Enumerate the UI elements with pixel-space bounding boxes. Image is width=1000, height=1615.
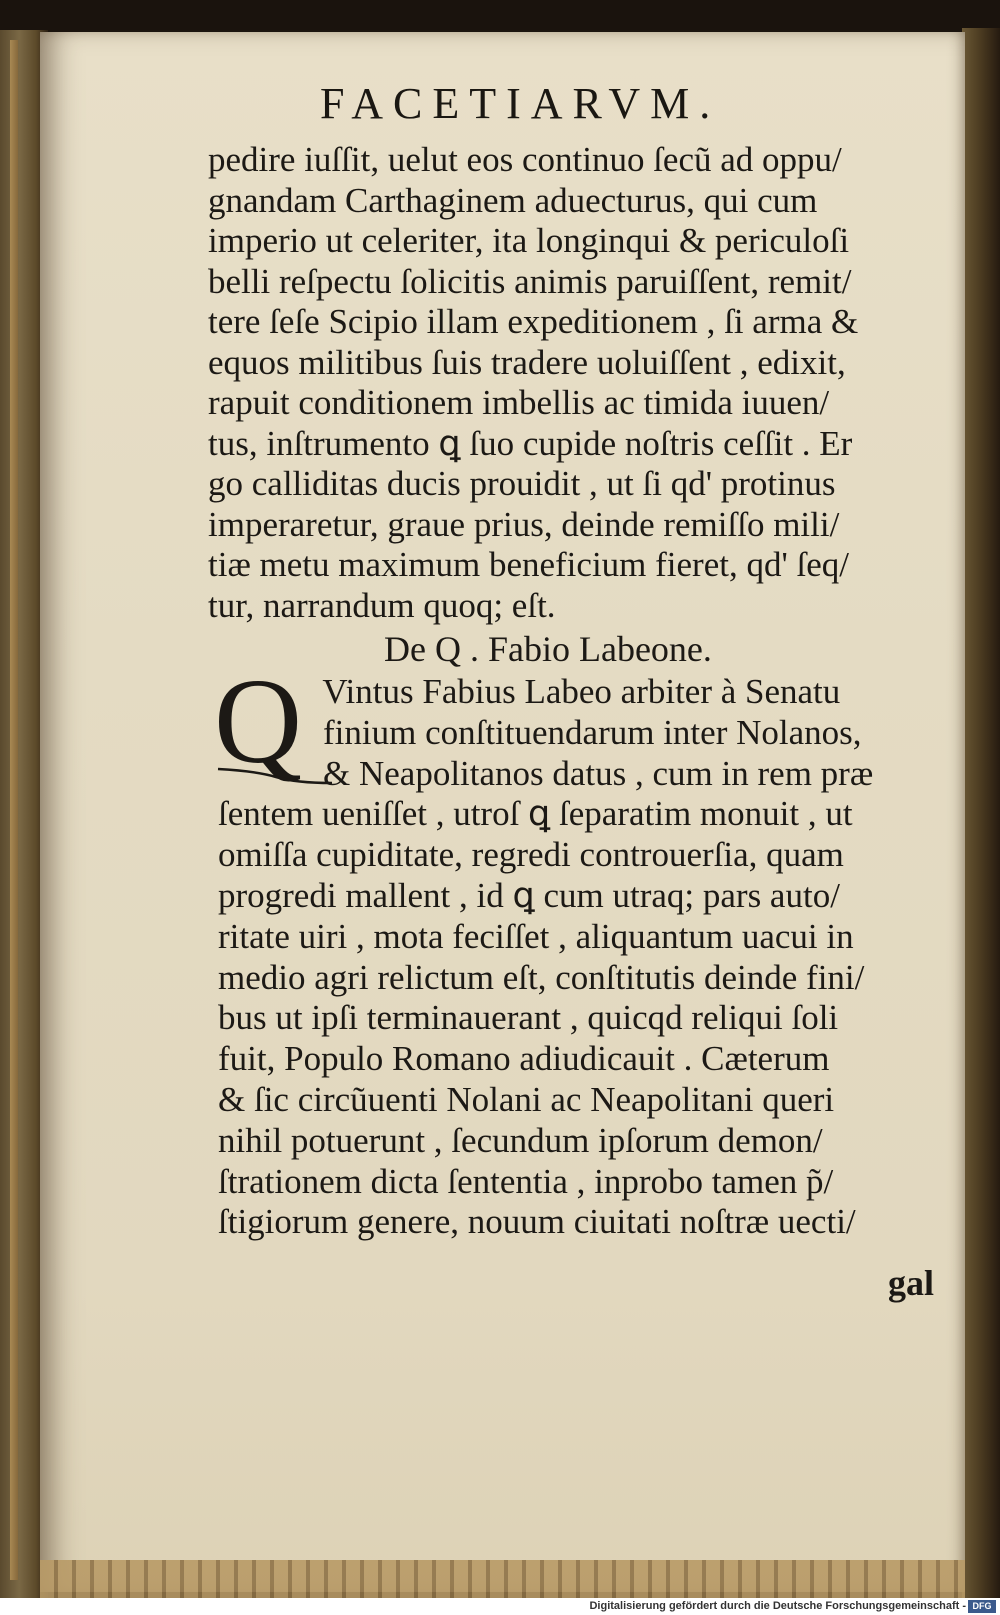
text-line: tere ſeſe Scipio illam expeditionem , ſi arma & [208,302,859,341]
page-stack-edge [40,1560,965,1598]
text-line: equos militibus ſuis tradere uoluiſſent , edixit, [208,342,846,382]
text-line: pedire iuſſit, uelut eos continuo ſecũ ad oppu/ [208,140,842,179]
book-cover-right [962,28,1000,1598]
section-heading: De Q . Fabio Labeone. [384,629,712,669]
body-text-top [208,140,938,626]
text-line: belli reſpectu ſolicitis animis paruiſſent, remit/ [208,261,852,301]
cover-edge [10,40,18,1580]
text-line: progredi mallent , id ꝗ cum utraq; pars auto/ [218,875,840,915]
dfg-logo: DFG [968,1600,996,1613]
text-line: ſtrationem dicta ſententia , inprobo tamen p̃/ [218,1161,834,1201]
text-line: ritate uiri , mota feciſſet , aliquantum uacui in [218,916,854,956]
catchword: gal [888,1263,935,1303]
text-line: tiæ metu maximum beneficium fieret, qd' ſeq/ [208,545,850,584]
text-line: fuit, Populo Romano adiudicauit . Cæterum [218,1039,830,1079]
text-line: rapuit conditionem imbellis ac timida iuuen/ [208,383,830,422]
text-line: tus, inſtrumento ꝗ ſuo cupide noſtris ceſſit . Er [208,423,853,463]
drop-cap: Q [213,654,303,789]
text-line: bus ut ipſi terminauerant , quicqd reliqui ſoli [218,998,839,1038]
text-line: & Neapolitanos datus , cum in rem præ [218,753,874,793]
text-line: ſentem ueniſſet , utroſ ꝗ ſeparatim monuit , ut [218,794,853,834]
text-line: & ſic circũuenti Nolani ac Neapolitani queri [218,1079,835,1119]
text-line: go calliditas ducis prouidit , ut ſi qd' protinus [208,464,836,503]
text-line: gnandam Carthaginem aduecturus, qui cum [208,180,818,220]
text-line: omiſſa cupiditate, regredi controuerſia, quam [218,835,844,875]
text-line: finium conſtituendarum inter Nolanos, [218,712,862,752]
text-line: medio agri relictum eſt, conſtitutis deinde fini/ [218,957,865,997]
text-line: ſtigiorum genere, nouum ciuitati noſtræ uecti/ [218,1202,856,1242]
footer-credit: Digitalisierung gefördert durch die Deutsche Forschungsgemeinschaft - [589,1600,966,1612]
text-line: tur, narrandum quoq; eſt. [208,585,556,625]
body-text-section [218,672,938,1243]
running-head: FACETIARVM. [320,79,721,128]
text-line: nihil potuerunt , ſecundum ipſorum demon/ [218,1120,823,1160]
text-line: Vintus Fabius Labeo arbiter à Senatu [218,672,841,711]
text-line: imperio ut celeriter, ita longinqui & periculoſi [208,221,850,260]
text-line: imperaretur, graue prius, deinde remiſſo mili/ [208,504,840,544]
